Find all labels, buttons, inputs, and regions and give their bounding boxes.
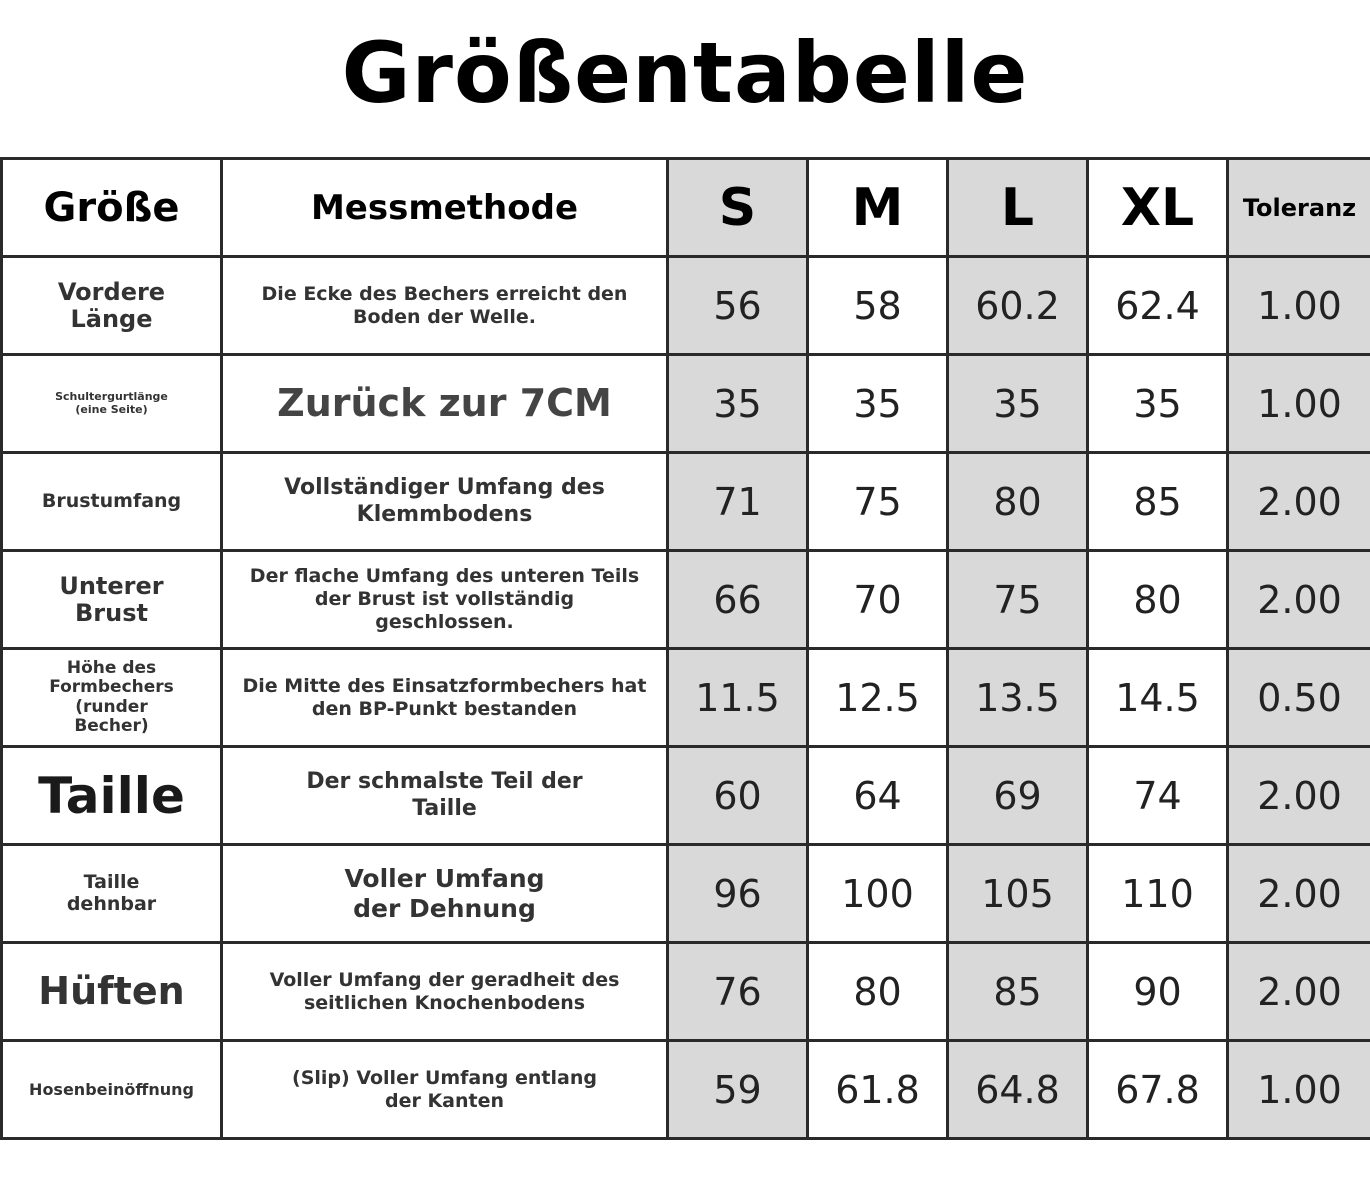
header-method: Messmethode	[222, 159, 668, 257]
row-method: Vollständiger Umfang des Klemmbodens	[222, 453, 668, 551]
value-xl: 14.5	[1088, 649, 1228, 747]
value-tolerance: 2.00	[1228, 943, 1370, 1041]
value-l: 60.2	[948, 257, 1088, 355]
value-xl: 35	[1088, 355, 1228, 453]
value-tolerance: 1.00	[1228, 1041, 1370, 1139]
value-m: 58	[808, 257, 948, 355]
value-xl: 80	[1088, 551, 1228, 649]
value-m: 75	[808, 453, 948, 551]
value-xl: 110	[1088, 845, 1228, 943]
value-xl: 90	[1088, 943, 1228, 1041]
value-tolerance: 2.00	[1228, 747, 1370, 845]
value-tolerance: 0.50	[1228, 649, 1370, 747]
table-row	[2, 355, 1370, 453]
row-method: Voller Umfang der Dehnung	[222, 845, 668, 943]
value-xl: 85	[1088, 453, 1228, 551]
value-l: 85	[948, 943, 1088, 1041]
page-title: Größentabelle	[341, 24, 1029, 122]
header-m: M	[808, 159, 948, 257]
table-row	[2, 257, 1370, 355]
value-m: 64	[808, 747, 948, 845]
row-label: Hüften	[2, 943, 222, 1041]
table-row	[2, 845, 1370, 943]
row-label: Höhe des Formbechers (runder Becher)	[2, 649, 222, 747]
value-l: 69	[948, 747, 1088, 845]
table-row	[2, 943, 1370, 1041]
value-s: 35	[668, 355, 808, 453]
value-tolerance: 1.00	[1228, 257, 1370, 355]
row-label: Vordere Länge	[2, 257, 222, 355]
value-tolerance: 2.00	[1228, 453, 1370, 551]
row-label: Hosenbeinöffnung	[2, 1041, 222, 1139]
header-l: L	[948, 159, 1088, 257]
value-m: 12.5	[808, 649, 948, 747]
value-xl: 74	[1088, 747, 1228, 845]
value-m: 80	[808, 943, 948, 1041]
table-row	[2, 551, 1370, 649]
row-label: Brustumfang	[2, 453, 222, 551]
row-method: Die Ecke des Bechers erreicht den Boden der Welle.	[222, 257, 668, 355]
header-xl: XL	[1088, 159, 1228, 257]
row-method: Zurück zur 7CM	[222, 355, 668, 453]
value-l: 75	[948, 551, 1088, 649]
row-label: Unterer Brust	[2, 551, 222, 649]
value-l: 35	[948, 355, 1088, 453]
header-tolerance: Toleranz	[1228, 159, 1370, 257]
value-s: 76	[668, 943, 808, 1041]
row-method: Voller Umfang der geradheit des seitlichen Knochenbodens	[222, 943, 668, 1041]
value-s: 71	[668, 453, 808, 551]
value-s: 59	[668, 1041, 808, 1139]
table-row	[2, 453, 1370, 551]
table-row	[2, 747, 1370, 845]
table-row	[2, 649, 1370, 747]
value-m: 35	[808, 355, 948, 453]
value-l: 80	[948, 453, 1088, 551]
value-tolerance: 2.00	[1228, 845, 1370, 943]
header-row	[2, 159, 1370, 257]
row-method: Der flache Umfang des unteren Teils der Brust ist vollständig geschlossen.	[222, 551, 668, 649]
header-s: S	[668, 159, 808, 257]
header-size: Größe	[2, 159, 222, 257]
value-s: 60	[668, 747, 808, 845]
value-s: 56	[668, 257, 808, 355]
value-m: 61.8	[808, 1041, 948, 1139]
value-m: 100	[808, 845, 948, 943]
value-l: 105	[948, 845, 1088, 943]
row-method: (Slip) Voller Umfang entlang der Kanten	[222, 1041, 668, 1139]
value-xl: 67.8	[1088, 1041, 1228, 1139]
value-m: 70	[808, 551, 948, 649]
row-label: Taille	[2, 747, 222, 845]
value-l: 64.8	[948, 1041, 1088, 1139]
value-tolerance: 1.00	[1228, 355, 1370, 453]
row-label: Taille dehnbar	[2, 845, 222, 943]
value-l: 13.5	[948, 649, 1088, 747]
row-method: Die Mitte des Einsatzformbechers hat den BP-Punkt bestanden	[222, 649, 668, 747]
value-s: 96	[668, 845, 808, 943]
value-tolerance: 2.00	[1228, 551, 1370, 649]
row-method: Der schmalste Teil der Taille	[222, 747, 668, 845]
size-chart-table	[0, 157, 1370, 1140]
table-row	[2, 1041, 1370, 1139]
value-xl: 62.4	[1088, 257, 1228, 355]
value-s: 11.5	[668, 649, 808, 747]
value-s: 66	[668, 551, 808, 649]
row-label: Schultergurtlänge (eine Seite)	[2, 355, 222, 453]
